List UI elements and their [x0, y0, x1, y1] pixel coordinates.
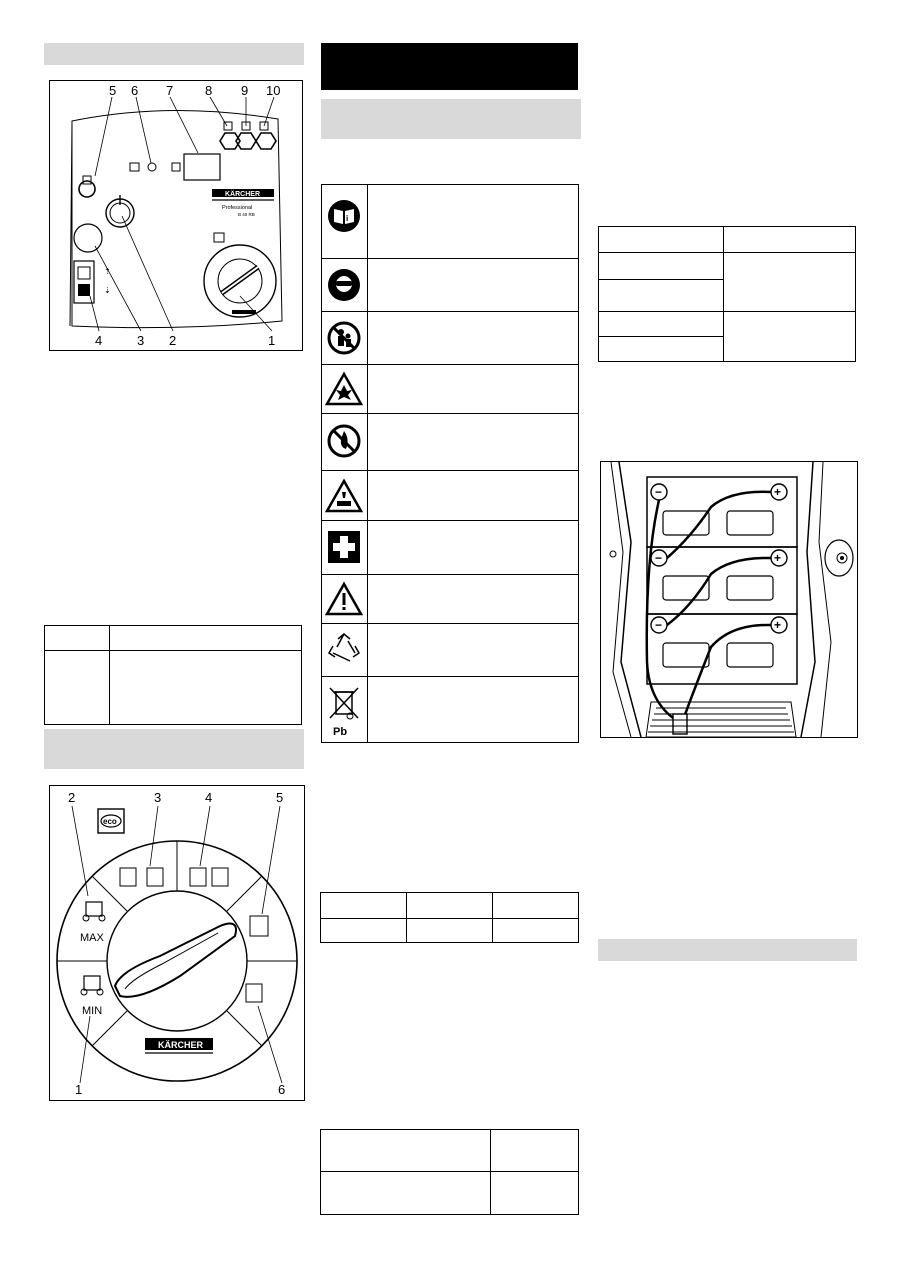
callout-2: 2	[169, 333, 177, 348]
max-label: MAX	[80, 932, 104, 944]
table-cell	[406, 892, 493, 919]
table-cell	[598, 252, 724, 280]
explosion-hazard-icon	[325, 371, 363, 407]
callout-5: 5	[109, 83, 117, 98]
table-cell	[598, 226, 724, 253]
table-cell	[44, 650, 110, 725]
wear-eye-protection-icon	[326, 267, 362, 303]
no-fire-icon	[326, 423, 362, 459]
callout-7: 7	[166, 83, 174, 98]
control-panel-figure	[49, 80, 303, 351]
col1-table	[44, 625, 302, 725]
pb-label: Pb	[333, 726, 348, 738]
table-cell	[598, 311, 724, 337]
callout-5: 5	[276, 790, 284, 805]
callout-8: 8	[205, 83, 213, 98]
panel-model-line: Professional	[222, 205, 253, 211]
chapter-heading-bar	[321, 43, 578, 90]
callout-3: 3	[154, 790, 162, 805]
row-separator	[321, 258, 579, 259]
table-cell	[109, 625, 302, 651]
svg-text:⇣: ⇣	[104, 286, 111, 295]
eco-label: eco	[103, 817, 117, 826]
symbols-text-column	[367, 184, 579, 743]
row-separator	[321, 520, 579, 521]
terminal-label: −	[655, 551, 663, 565]
table-cell	[598, 336, 724, 362]
table-cell	[320, 1171, 491, 1215]
no-household-waste-pb-icon	[326, 684, 362, 738]
table-cell	[723, 311, 856, 362]
recycling-icon	[326, 631, 362, 667]
dial-brand-text: KÄRCHER	[158, 1040, 203, 1050]
battery-figure	[600, 461, 858, 738]
row-separator	[321, 470, 579, 471]
section-heading-bar	[44, 43, 304, 65]
battery-drawing	[601, 462, 857, 737]
table-cell	[320, 918, 407, 943]
row-separator	[321, 574, 579, 575]
terminal-label: +	[774, 551, 782, 565]
control-panel-drawing	[50, 81, 304, 352]
program-dial-figure	[49, 785, 305, 1101]
terminal-label: +	[774, 485, 782, 499]
callout-3: 3	[137, 333, 145, 348]
general-warning-icon	[325, 581, 363, 617]
callout-6: 6	[278, 1082, 286, 1097]
svg-text:⇡: ⇡	[104, 267, 111, 276]
row-separator	[321, 311, 579, 312]
table-cell	[723, 252, 856, 312]
callout-1: 1	[268, 333, 276, 348]
section-heading-bar	[598, 939, 857, 961]
callout-4: 4	[205, 790, 213, 805]
row-separator	[321, 676, 579, 677]
terminal-label: −	[655, 485, 663, 499]
col3-table	[598, 226, 856, 362]
table-cell	[109, 650, 302, 725]
row-separator	[321, 413, 579, 414]
first-aid-icon	[326, 529, 362, 565]
keep-children-away-icon	[326, 320, 362, 356]
table-cell	[598, 279, 724, 312]
section-heading-bar	[321, 99, 581, 139]
table-cell	[44, 625, 110, 651]
terminal-label: +	[774, 618, 782, 632]
table-cell	[492, 918, 579, 943]
callout-10: 10	[266, 83, 281, 98]
callout-6: 6	[131, 83, 139, 98]
table-cell	[320, 892, 407, 919]
corrosive-acid-icon	[325, 478, 363, 514]
callout-4: 4	[95, 333, 103, 348]
table-cell	[492, 892, 579, 919]
program-dial-drawing	[50, 786, 306, 1102]
table-cell	[490, 1171, 579, 1215]
terminal-label: −	[655, 618, 663, 632]
callout-1: 1	[75, 1082, 83, 1097]
row-separator	[321, 623, 579, 624]
panel-brand-text: KÄRCHER	[225, 191, 260, 198]
section-heading-bar	[44, 729, 304, 769]
table-cell	[320, 1129, 491, 1172]
table-cell	[723, 226, 856, 253]
symbols-table	[321, 184, 579, 743]
read-manual-icon	[326, 198, 362, 234]
panel-model: B 40 RB	[238, 212, 255, 217]
table-cell	[490, 1129, 579, 1172]
callout-9: 9	[241, 83, 249, 98]
svg-text:i: i	[346, 214, 349, 223]
col2-table-a	[320, 892, 579, 943]
min-label: MIN	[82, 1005, 103, 1017]
row-separator	[321, 364, 579, 365]
callout-2: 2	[68, 790, 76, 805]
table-cell	[406, 918, 493, 943]
col2-table-b	[320, 1129, 579, 1215]
